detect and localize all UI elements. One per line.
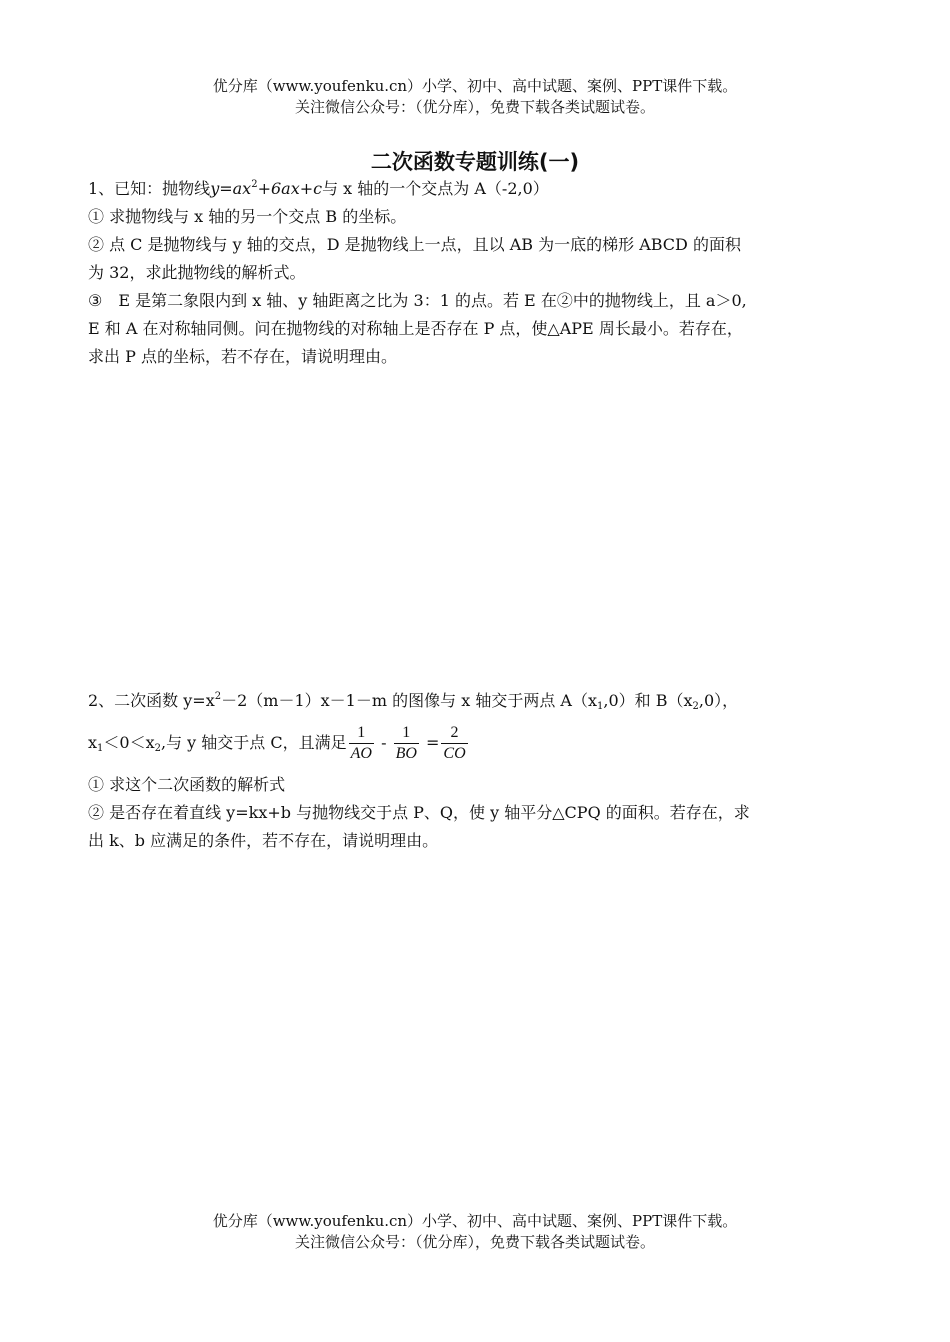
fraction-1-over-ao [349, 723, 374, 764]
q2-cond-subscript-1: 1 [97, 743, 104, 754]
q2-cond-part-b: ＜0＜x [103, 733, 155, 752]
q1-stem [88, 175, 863, 203]
minus-sign: - [381, 733, 387, 752]
fraction-1-numerator: 1 [357, 724, 366, 741]
footer-line-1: 优分库（www.youfenku.cn）小学、初中、高中试题、案例、PPT课件下载。 [212, 1212, 738, 1230]
q2-stem-part-c: ,0）和 B（x [603, 691, 693, 710]
fraction-1-over-bo [394, 723, 419, 764]
q2-part-1: ① 求这个二次函数的解析式 [88, 775, 286, 794]
fraction-2-denominator: BO [395, 745, 417, 762]
q1-part-3-line-3: 求出 P 点的坐标，若不存在，请说明理由。 [88, 347, 397, 366]
footer-line-2: 关注微信公众号：（优分库），免费下载各类试题试卷。 [294, 1233, 655, 1251]
fraction-3-numerator: 2 [450, 724, 459, 741]
fraction-3-denominator: CO [443, 745, 466, 762]
fraction-2-over-co [441, 723, 467, 764]
page-header [0, 76, 950, 118]
q1-part-2-line-1: ② 点 C 是抛物线与 y 轴的交点，D 是抛物线上一点，且以 AB 为一底的梯形 ABCD 的面积 [88, 235, 741, 254]
q2-stem [88, 687, 863, 715]
question-2 [88, 687, 863, 855]
header-line-2: 关注微信公众号：（优分库），免费下载各类试题试卷。 [294, 98, 655, 116]
q1-part-3-line-1: ③ E 是第二象限内到 x 轴、y 轴距离之比为 3：1 的点。若 E 在②中的抛物线上，且 a＞0, [88, 291, 747, 310]
page-title: 二次函数专题训练(一) [370, 150, 580, 174]
q2-part-2-line-1: ② 是否存在着直线 y=kx+b 与抛物线交于点 P、Q，使 y 轴平分△CPQ 的面积。若存在，求 [88, 803, 750, 822]
q1-part-2-line-2: 为 32，求此抛物线的解析式。 [88, 263, 306, 282]
header-line-1: 优分库（www.youfenku.cn）小学、初中、高中试题、案例、PPT课件下载。 [212, 77, 738, 95]
q2-stem-part-d: ,0）， [698, 691, 739, 710]
q2-stem-subscript-2: 2 [692, 701, 699, 712]
q2-stem-exponent: 2 [214, 691, 222, 702]
q2-cond-part-a: x [88, 733, 98, 752]
equals-sign: = [425, 733, 440, 752]
fraction-2-numerator: 1 [402, 724, 411, 741]
q1-part-3-line-2: E 和 A 在对称轴同侧。问在抛物线的对称轴上是否存在 P 点，使△APE 周长最小。若存在， [88, 319, 743, 338]
q2-stem-part-a: 2、二次函数 y=x [88, 691, 215, 710]
q2-stem-part-b: －2（m－1）x－1－m 的图像与 x 轴交于两点 A（x [221, 691, 597, 710]
question-1 [88, 175, 863, 371]
q1-stem-prefix: 1、已知：抛物线 [88, 179, 211, 198]
q2-condition [88, 715, 863, 771]
fraction-1-denominator: AO [350, 745, 372, 762]
q2-part-2-line-2: 出 k、b 应满足的条件，若不存在，请说明理由。 [88, 831, 439, 850]
q2-stem-subscript-1: 1 [596, 701, 604, 712]
q1-part-1: ① 求抛物线与 x 轴的另一个交点 B 的坐标。 [88, 207, 407, 226]
q1-formula-exponent: 2 [251, 179, 258, 190]
q1-formula-part-a: y=ax [210, 179, 252, 198]
page-footer [0, 1211, 950, 1253]
q1-stem-suffix: 与 x 轴的一个交点为 A（-2,0） [322, 179, 549, 198]
q2-cond-part-c: ,与 y 轴交于点 C，且满足 [161, 733, 347, 752]
q2-cond-subscript-2: 2 [154, 743, 161, 754]
q1-formula-part-b: +6ax+c [257, 179, 323, 198]
